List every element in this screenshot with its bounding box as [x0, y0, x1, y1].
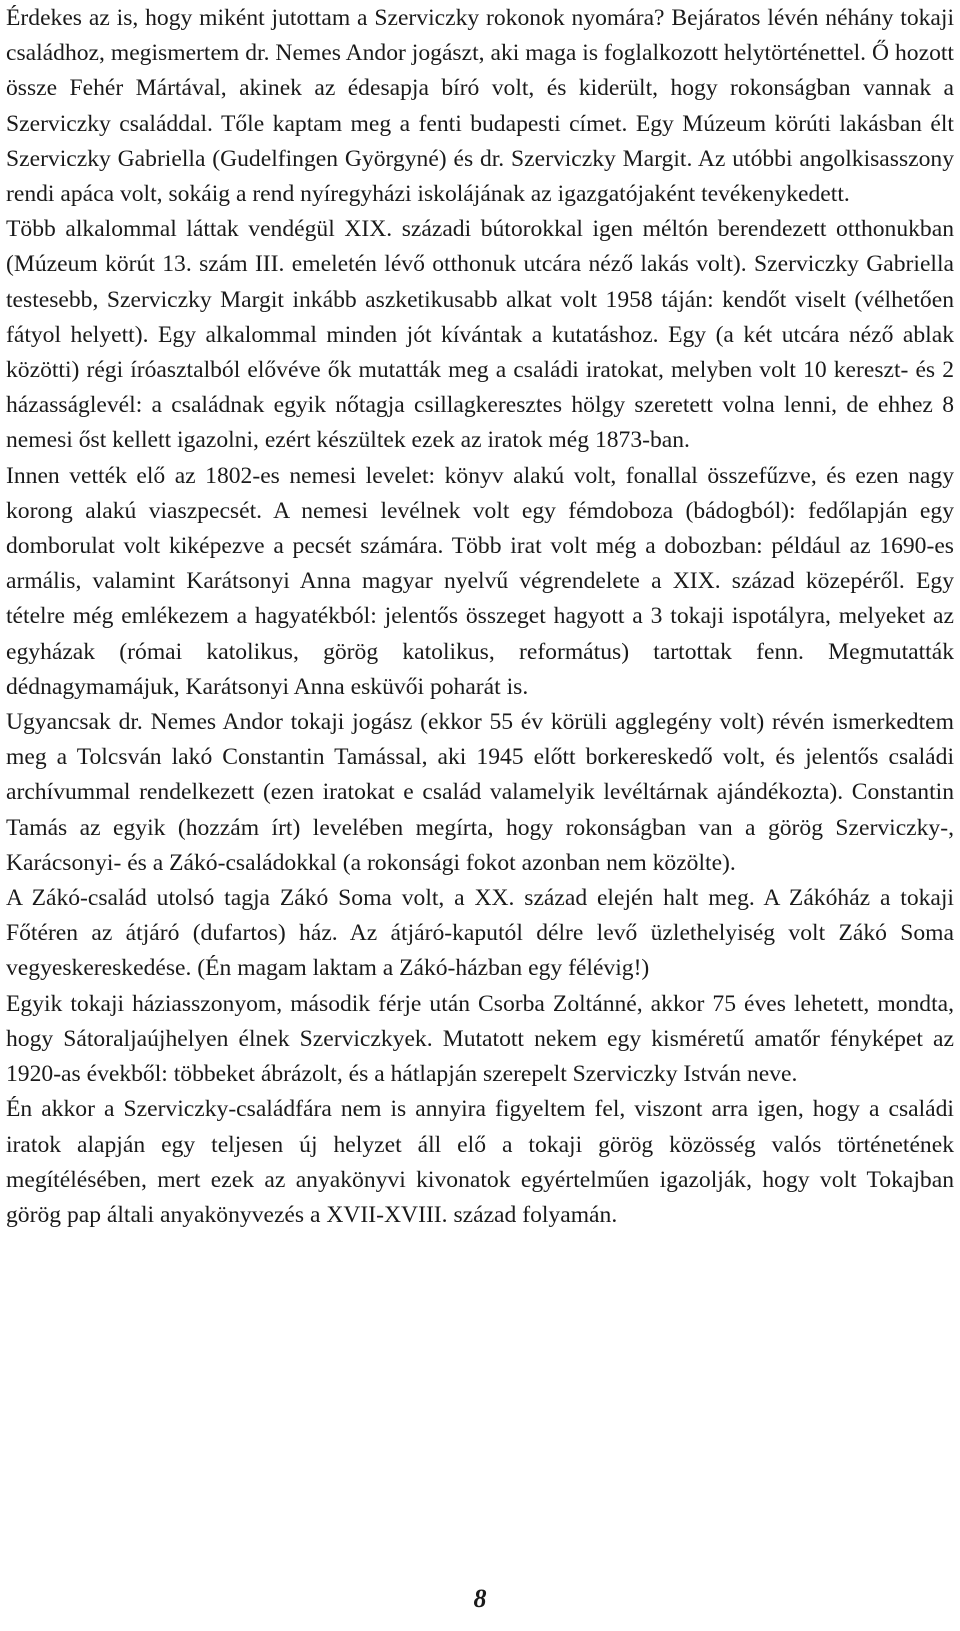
paragraph-6: Egyik tokaji háziasszonyom, második férje után Csorba Zoltánné, akkor 75 éves lehetett, mondta, hogy Sátoraljaújhelyen élnek Szerviczkyek. Mutatott nekem egy kisméretű amatőr fényképet az 1920-as évekből: többeket ábrázolt, és a hátlapján szerepelt Szerviczky István neve.	[6, 990, 954, 1088]
paragraph-2: Több alkalommal láttak vendégül XIX. századi bútorokkal igen méltón berendezett otthonukban (Múzeum körút 13. szám III. emeletén lévő otthonuk utcára néző lakás volt). Szerviczky Gabriella testesebb, Szerviczky Margit inkább aszketikusabb alkat volt 1958 táján: kendőt viselt (vélhetően fátyol helyett). Egy alkalommal minden jót kívántak a kutatáshoz. Egy (a két utcára néző ablak közötti) régi íróasztalból elővéve ők mutatták meg a családi iratokat, melyben volt 10 kereszt- és 2 házasságlevél: a családnak egyik nőtagja csillagkeresztes hölgy szeretett volna lenni, de ehhez 8 nemesi őst kellett igazolni, ezért készültek ezek az iratok még 1873-ban.	[6, 216, 954, 454]
body-text	[6, 1, 954, 1233]
paragraph-4: Ugyancsak dr. Nemes Andor tokaji jogász (ekkor 55 év körüli agglegény volt) révén ismerkedtem meg a Tolcsván lakó Constantin Tamással, aki 1945 előtt borkereskedő volt, és jelentős családi archívummal rendelkezett (ezen iratokat e család valamelyik levéltárnak ajándékozta). Constantin Tamás az egyik (hozzám írt) levelében megírta, hogy rokonságban van a görög Szerviczky-, Karácsonyi- és a Zákó-családokkal (a rokonsági fokot azonban nem közölte).	[6, 709, 954, 876]
paragraph-3: Innen vették elő az 1802-es nemesi levelet: könyv alakú volt, fonallal összefűzve, és ezen nagy korong alakú viaszpecsét. A nemesi levélnek volt egy fémdoboza (bádogból): fedőlapján egy domborulat volt kiképezve a pecsét számára. Több irat volt még a dobozban: például az 1690-es armális, valamint Karátsonyi Anna magyar nyelvű végrendelete a XIX. század közepéről. Egy tételre még emlékezem a hagyatékból: jelentős összeget hagyott a 3 tokaji ispotályra, melyeket az egyházak (római katolikus, görög katolikus, református) tartottak fenn. Megmutatták dédnagymamájuk, Karátsonyi Anna esküvői poharát is.	[6, 462, 954, 700]
paragraph-5: A Zákó-család utolsó tagja Zákó Soma volt, a XX. század elején halt meg. A Zákóház a tokaji Főtéren az átjáró (dufartos) ház. Az átjáró-kaputól délre levő üzlethelyiség volt Zákó Soma vegyeskereskedése. (Én magam laktam a Zákó-házban egy félévig!)	[6, 885, 954, 982]
paragraph-7: Én akkor a Szerviczky-családfára nem is annyira figyeltem fel, viszont arra igen, hogy a családi iratok alapján egy teljesen új helyzet áll elő a tokaji görög közösség valós történetének megítélésében, mert ezek az anyakönyvi kivonatok egyértelműen igazolják, hogy volt Tokajban görög pap általi anyakönyvezés a XVII-XVIII. század folyamán.	[6, 1096, 954, 1228]
page-number: 8	[473, 1584, 487, 1613]
document-page	[6, 0, 954, 1631]
paragraph-1: Érdekes az is, hogy miként jutottam a Szerviczky rokonok nyomára? Bejáratos lévén néhány tokaji családhoz, megismertem dr. Nemes Andor jogászt, aki maga is foglalkozott helytörténettel. Ő hozott össze Fehér Mártával, akinek az édesapja bíró volt, és kiderült, hogy rokonságban vannak a Szerviczky családdal. Tőle kaptam meg a fenti budapesti címet. Egy Múzeum körúti lakásban élt Szerviczky Gabriella (Gudelfingen Györgyné) és dr. Szerviczky Margit. Az utóbbi angolkisasszony rendi apáca volt, sokáig a rend nyíregyházi iskolájának az igazgatójaként tevékenykedett.	[6, 5, 954, 208]
